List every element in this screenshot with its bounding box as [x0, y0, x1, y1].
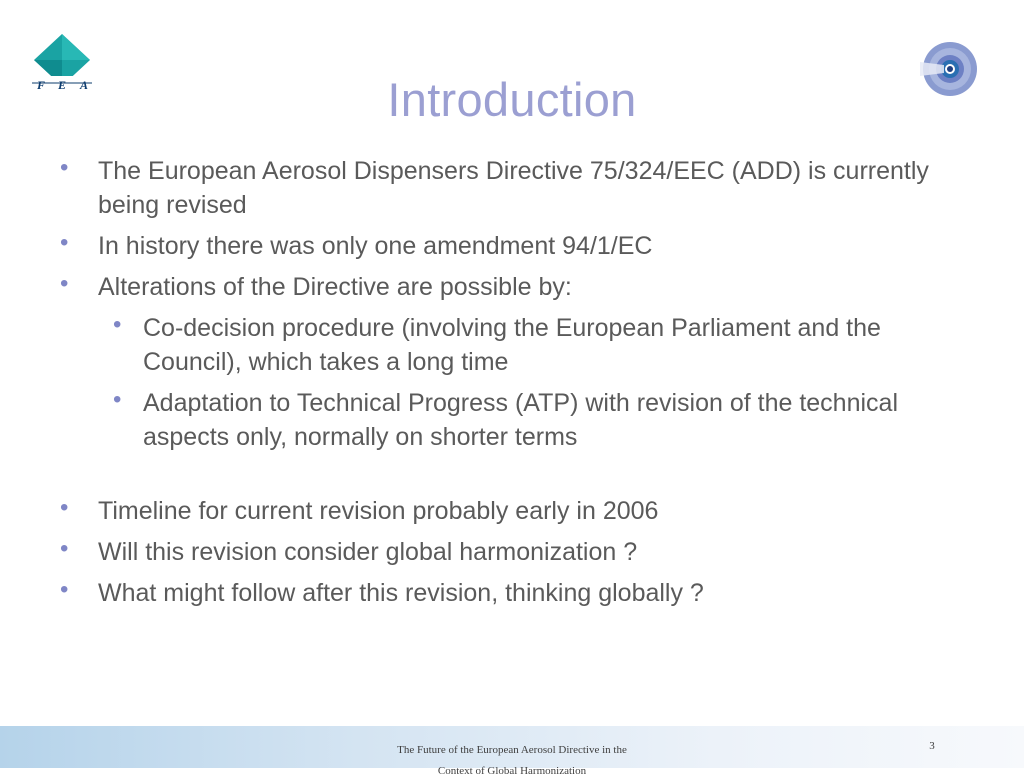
bullet-dot-icon: •: [60, 494, 69, 521]
bullet-dot-icon: •: [60, 154, 69, 181]
bullet-list: [60, 154, 960, 617]
bullet-dot-icon: •: [60, 229, 69, 256]
list-item: [60, 154, 960, 222]
footer-caption: [312, 740, 712, 782]
bullet-dot-icon: •: [60, 270, 69, 297]
logo-letter-a: A: [80, 78, 89, 92]
bullet-text: In history there was only one amendment 94/1/EC: [98, 232, 653, 260]
list-item: [60, 494, 960, 528]
bullet-text: What might follow after this revision, thinking globally ?: [98, 579, 704, 607]
footer-line-1: The Future of the European Aerosol Directive in the: [397, 744, 627, 756]
sub-list-item: [60, 386, 960, 454]
bullet-dot-icon: •: [60, 535, 69, 562]
bullet-dot-icon: •: [60, 576, 69, 603]
bullet-text: Alterations of the Directive are possible by:: [98, 273, 572, 301]
bullet-dot-icon: •: [113, 386, 122, 413]
footer-line-2: Context of Global Harmonization: [437, 765, 587, 777]
page-number: 3: [929, 740, 935, 752]
bullet-text: Adaptation to Technical Progress (ATP) with revision of the technical aspects only, normally on shorter terms: [143, 389, 899, 451]
slide-title: Introduction: [387, 73, 637, 126]
list-item: [60, 576, 960, 610]
bullet-text: Timeline for current revision probably early in 2006: [98, 497, 659, 525]
logo-letter-f: F: [37, 78, 46, 92]
bullet-text: Co-decision procedure (involving the European Parliament and the Council), which takes a long time: [143, 314, 881, 376]
list-spacer: [60, 461, 960, 494]
list-item: [60, 535, 960, 569]
list-item: [60, 229, 960, 263]
bullet-text: Will this revision consider global harmonization ?: [98, 538, 638, 566]
list-item: [60, 270, 960, 304]
logo-letter-e: E: [58, 78, 67, 92]
bullet-text: The European Aerosol Dispensers Directive 75/324/EEC (ADD) is currently being revised: [98, 157, 929, 219]
sub-list-item: [60, 311, 960, 379]
bullet-dot-icon: •: [113, 311, 122, 338]
